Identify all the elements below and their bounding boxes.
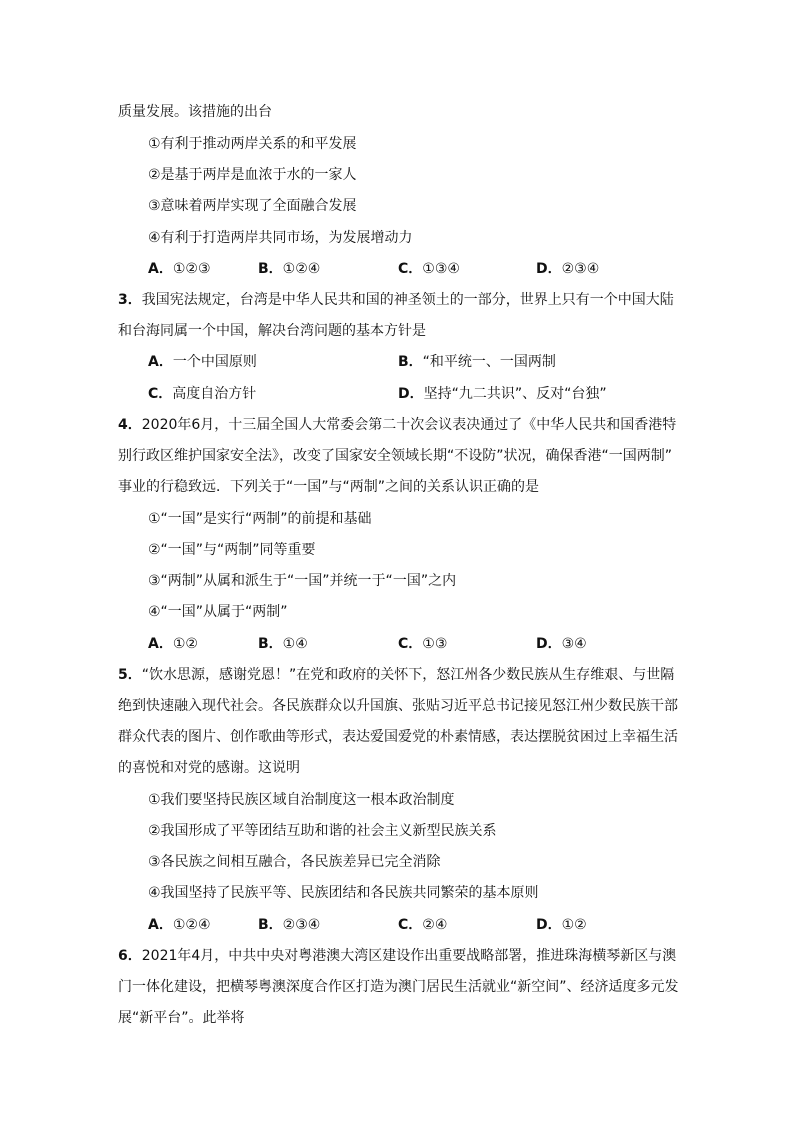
q5-stem-line-3: 群众代表的图片、创作歌曲等形式，表达爱国爱党的朴素情感，表达摆脱贫困过上幸福生活 <box>118 729 678 745</box>
q4-stem-line-3: 事业的行稳致远．下列关于“一国”与“两制”之间的关系认识正确的是 <box>118 479 540 495</box>
q3-options-row-1 <box>148 352 648 372</box>
q2-option-c[interactable]: C．①③④ <box>398 261 460 277</box>
q4-statement-2: ②“一国”与“两制”同等重要 <box>148 542 316 558</box>
q2-statement-4: ④有利于打造两岸共同市场，为发展增动力 <box>148 230 413 246</box>
q4-statement-3: ③“两制”从属和派生于“一国”并统一于“一国”之内 <box>148 573 457 589</box>
q3-option-d[interactable]: D．坚持“九二共识”、反对“台独” <box>398 386 607 402</box>
q3-stem-line-1: 3．我国宪法规定，台湾是中华人民共和国的神圣领土的一部分，世界上只有一个中国大陆 <box>118 292 674 308</box>
q5-option-a[interactable]: A．①②④ <box>148 917 211 933</box>
q4-option-d[interactable]: D．③④ <box>536 636 587 652</box>
q4-statement-1: ①“一国”是实行“两制”的前提和基础 <box>148 511 372 527</box>
q4-option-b[interactable]: B．①④ <box>258 636 308 652</box>
q2-statement-3: ③意味着两岸实现了全面融合发展 <box>148 198 357 214</box>
q2-statement-1: ①有利于推动两岸关系的和平发展 <box>148 136 357 152</box>
q3-options-row-2 <box>148 384 648 404</box>
q4-stem-line-1: 4．2020年6月，十三届全国人大常委会第二十次会议表决通过了《中华人民共和国香港特 <box>118 417 677 433</box>
q5-statement-3: ③各民族之间相互融合，各民族差异已完全消除 <box>148 854 441 870</box>
q2-statement-2: ②是基于两岸是血浓于水的一家人 <box>148 167 357 183</box>
q5-option-d[interactable]: D．①② <box>536 917 587 933</box>
q5-stem-line-4: 的喜悦和对党的感谢。这说明 <box>118 760 300 776</box>
q3-number: 3． <box>118 292 142 308</box>
q5-option-c[interactable]: C．②④ <box>398 917 448 933</box>
q4-options <box>148 634 648 654</box>
q6-stem-line-1: 6．2021年4月，中共中央对粤港澳大湾区建设作出重要战略部署，推进珠海横琴新区与澳 <box>118 948 677 964</box>
q3-option-c[interactable]: C．高度自治方针 <box>148 386 257 402</box>
q4-option-a[interactable]: A．①② <box>148 636 198 652</box>
q5-statement-4: ④我国坚持了民族平等、民族团结和各民族共同繁荣的基本原则 <box>148 885 539 901</box>
q4-stem-line-2: 别行政区维护国家安全法》，改变了国家安全领域长期“不设防”状况，确保香港“一国两制” <box>118 448 673 464</box>
q2-option-a[interactable]: A．①②③ <box>148 261 211 277</box>
q3-stem-line-2: 和台海同属一个中国，解决台湾问题的基本方针是 <box>118 323 426 339</box>
q2-option-b[interactable]: B．①②④ <box>258 261 321 277</box>
q6-number: 6． <box>118 948 142 964</box>
q6-stem-line-2: 门一体化建设，把横琴粤澳深度合作区打造为澳门居民生活就业“新空间”、经济适度多元发 <box>118 979 679 995</box>
q2-stem-tail: 质量发展。该措施的出台 <box>118 104 272 120</box>
q5-stem-line-1: 5．“饮水思源，感谢党恩！”在党和政府的关怀下，怒江州各少数民族从生存维艰、与世隔 <box>118 667 675 683</box>
q5-statement-2: ②我国形成了平等团结互助和谐的社会主义新型民族关系 <box>148 823 497 839</box>
q4-number: 4． <box>118 417 142 433</box>
q6-stem-line-3: 展“新平台”。此举将 <box>118 1010 245 1026</box>
q2-option-d[interactable]: D．②③④ <box>536 261 600 277</box>
q4-option-c[interactable]: C．①③ <box>398 636 448 652</box>
q3-option-a[interactable]: A．一个中国原则 <box>148 354 257 370</box>
q5-statement-1: ①我们要坚持民族区域自治制度这一根本政治制度 <box>148 792 455 808</box>
q3-option-b[interactable]: B．“和平统一、一国两制 <box>398 354 556 370</box>
q5-number: 5． <box>118 667 142 683</box>
q5-options <box>148 915 648 935</box>
q5-stem-line-2: 绝到快速融入现代社会。各民族群众以升国旗、张贴习近平总书记接见怒江州少数民族干部 <box>118 698 678 714</box>
q5-option-b[interactable]: B．②③④ <box>258 917 321 933</box>
q4-statement-4: ④“一国”从属于“两制” <box>148 604 288 620</box>
q2-options <box>148 259 648 279</box>
